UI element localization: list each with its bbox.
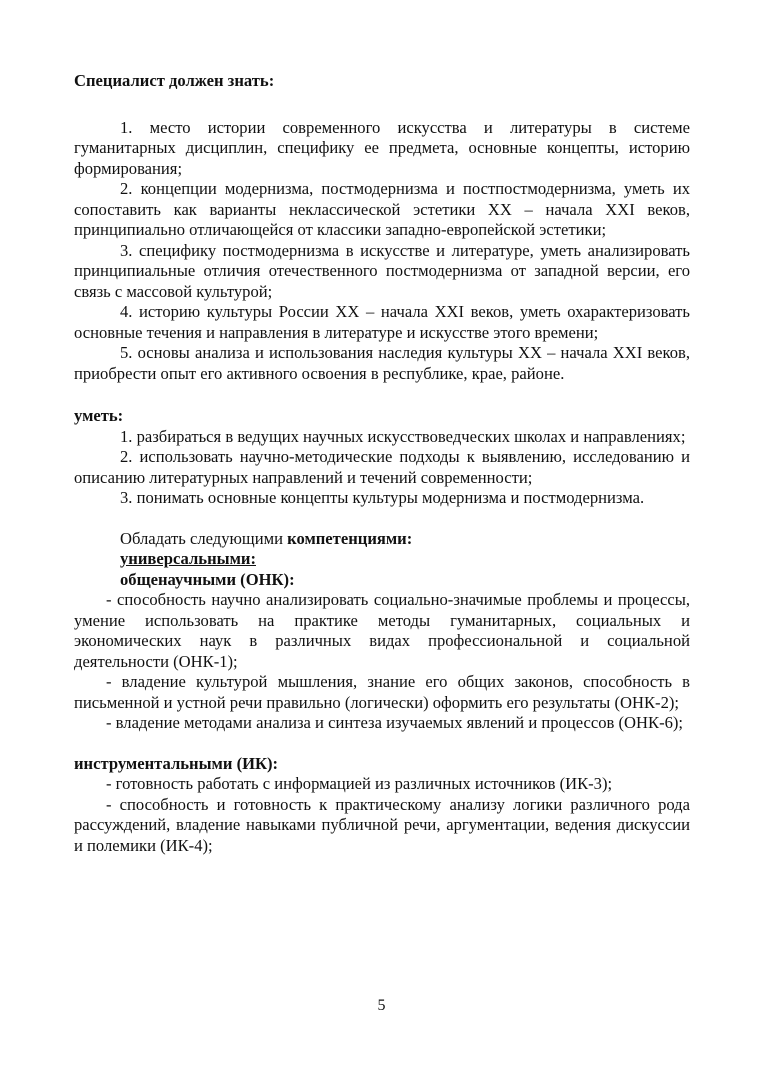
heading-instrumental: инструментальными (ИК):: [74, 753, 279, 773]
competencies-intro: [74, 529, 690, 550]
know-item-2: 2. концепции модернизма, постмодернизма и постпостмодернизма, уметь их сопоставить как варианты неклассической эстетики XX – начала XXI веков, принципиально отличающейся от классики западно-европейской эстетики;: [74, 179, 690, 239]
ik-item-4: - способность и готовность к практическому анализу логики различного рода рассуждений, владение навыками публичной речи, аргументации, ведения дискуссии и полемики (ИК-4);: [74, 794, 690, 855]
onk-item-2: - владение культурой мышления, знание его общих законов, способность в письменной и устной речи правильно (логически) оформить его результаты (ОНК-2);: [74, 672, 690, 712]
heading-general-scientific: общенаучными (ОНК):: [120, 569, 295, 589]
able-item-2: 2. использовать научно-методические подходы к выявлению, исследованию и описанию литературных направлений и течений современности;: [74, 447, 690, 487]
heading-able: уметь:: [74, 406, 124, 425]
page-number: 5: [377, 997, 386, 1014]
onk-item-6: - владение методами анализа и синтеза изучаемых явлений и процессов (ОНК-6);: [106, 713, 684, 732]
document-page: [74, 0, 690, 856]
competencies-intro-text: Обладать следующими: [120, 528, 288, 548]
know-item-1: 1. место истории современного искусства и литературы в системе гуманитарных дисциплин, специфику ее предмета, основные концепты, историю формирования;: [74, 117, 690, 178]
able-item-3: 3. понимать основные концепты культуры модернизма и постмодернизма.: [120, 488, 645, 507]
ik-item-3: - готовность работать с информацией из различных источников (ИК-3);: [106, 774, 613, 793]
know-item-4: 4. историю культуры России XX – начала XXI веков, уметь охарактеризовать основные течения и направления в литературе и искусстве этого времени;: [74, 302, 690, 342]
know-item-5: 5. основы анализа и использования наследия культуры XX – начала XXI веков, приобрести опыт его активного освоения в республике, крае, районе.: [74, 343, 690, 383]
heading-know: Специалист должен знать:: [74, 71, 275, 90]
know-item-3: 3. специфику постмодернизма в искусстве и литературе, уметь анализировать принципиальные отличия отечественного постмодернизма от западной версии, его связь с массовой культурой;: [74, 240, 690, 301]
competencies-intro-bold: компетенциями:: [287, 528, 413, 548]
able-item-1: 1. разбираться в ведущих научных искусствоведческих школах и направлениях;: [120, 426, 686, 446]
onk-item-1: - способность научно анализировать социально-значимые проблемы и процессы, умение использовать на практике методы гуманитарных, социальных и экономических наук в различных видах профессиональной и социальной деятельности (ОНК-1);: [74, 590, 690, 671]
heading-universal: универсальными:: [120, 549, 256, 568]
